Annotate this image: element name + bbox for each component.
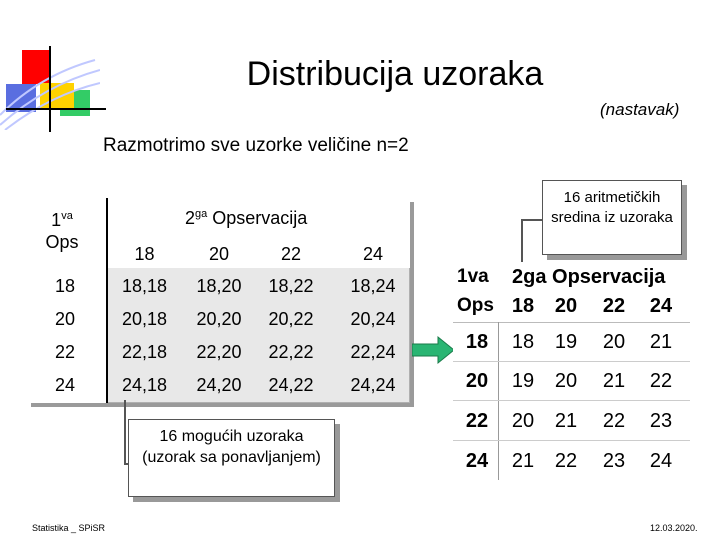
left-col-header: 22 (280, 244, 302, 264)
left-row-label: 20 (54, 309, 76, 329)
right-table-cell: 20 (511, 410, 535, 432)
callout-samples: 16 mogućih uzoraka (uzorak sa ponavljanjem) (128, 419, 335, 497)
right-col-header: 22 (602, 295, 626, 317)
right-col-header: 24 (649, 295, 673, 317)
right-row-header-line2: Ops (457, 295, 494, 316)
left-col-header: 24 (362, 244, 384, 264)
left-table-cell: 20,20 (196, 309, 242, 329)
right-row-label: 22 (465, 410, 489, 432)
right-row-header-line1: 1va (457, 266, 489, 287)
right-row-label: 18 (465, 331, 489, 353)
lead-text: Razmotrimo sve uzorke veličine n=2 (103, 135, 409, 156)
right-table-cell: 20 (602, 331, 626, 353)
right-table-grid (498, 322, 499, 480)
left-table-cell: 22,20 (196, 342, 242, 362)
left-table-cell: 24,18 (121, 375, 168, 395)
right-table-cell: 21 (602, 370, 626, 392)
left-row-label: 18 (54, 276, 76, 296)
left-table-cell: 22,24 (350, 342, 396, 362)
continued-note: (nastavak) (600, 100, 680, 119)
callout-means: 16 aritmetičkih sredina iz uzoraka (542, 180, 682, 255)
right-row-label: 20 (465, 370, 489, 392)
left-table-cell: 24,20 (196, 375, 242, 395)
right-table-cell: 20 (554, 370, 578, 392)
right-column-header-title: 2ga Opservacija (512, 266, 666, 288)
left-col-header: 20 (208, 244, 230, 264)
right-table-cell: 19 (511, 370, 535, 392)
logo-horizontal-line (6, 108, 106, 110)
right-table-grid (453, 440, 690, 441)
right-table-cell: 22 (602, 410, 626, 432)
footer-left: Statistika _ SPiSR (32, 523, 106, 533)
left-table-cell: 22,18 (121, 342, 168, 362)
right-table-cell: 23 (649, 410, 673, 432)
right-row-label: 24 (465, 450, 489, 472)
left-row-label: 22 (54, 342, 76, 362)
right-table-cell: 22 (554, 450, 578, 472)
arrow-right-icon (412, 335, 456, 365)
right-table-cell: 19 (554, 331, 578, 353)
left-column-header-title: $2^{ga}$ Opservacija (185, 208, 308, 228)
right-col-header: 20 (554, 295, 578, 317)
right-table-cell: 23 (602, 450, 626, 472)
right-table-cell: 21 (649, 331, 673, 353)
left-table-cell: 18,22 (268, 276, 314, 296)
left-table-cell: 18,18 (121, 276, 168, 296)
right-col-header: 18 (511, 295, 535, 317)
left-row-header-title: $1^{va}$ Ops (45, 210, 79, 252)
left-table-cell: 18,20 (196, 276, 242, 296)
right-table-cell: 21 (554, 410, 578, 432)
right-table-cell: 18 (511, 331, 535, 353)
left-table-cell: 24,22 (268, 375, 314, 395)
left-col-header: 18 (134, 244, 155, 264)
left-table-cell: 24,24 (350, 375, 396, 395)
left-table-cell: 20,22 (268, 309, 314, 329)
right-table-header-divider (453, 322, 690, 323)
left-table-cell: 20,18 (121, 309, 168, 329)
left-table-cell: 22,22 (268, 342, 314, 362)
left-table-cell: 18,24 (350, 276, 396, 296)
right-table-cell: 24 (649, 450, 673, 472)
left-table-cell: 20,24 (350, 309, 396, 329)
right-table-cell: 22 (649, 370, 673, 392)
left-row-label: 24 (54, 375, 76, 395)
right-table-cell: 21 (511, 450, 535, 472)
right-table-grid (453, 400, 690, 401)
right-table-grid (453, 361, 690, 362)
left-table-separator (106, 198, 108, 403)
footer-right: 12.03.2020. (650, 523, 698, 533)
slide-title: Distribucija uzoraka (246, 55, 544, 93)
